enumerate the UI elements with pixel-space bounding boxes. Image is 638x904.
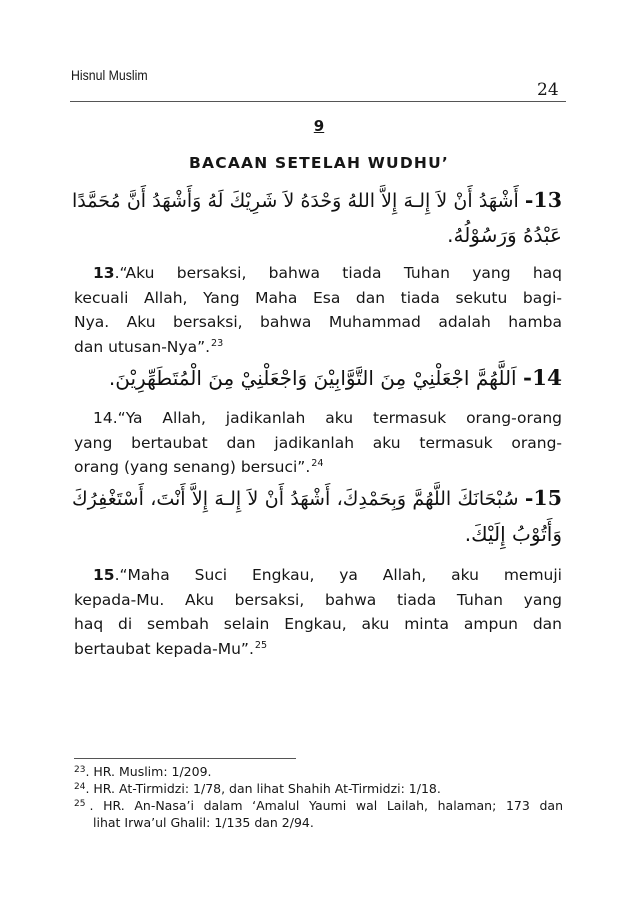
translation-15 (74, 563, 562, 661)
translation-line (74, 406, 562, 431)
arabic-text: سُبْحَانَكَ اللَّهُمَّ وَبِحَمْدِكَ، أَشْهَدُ أَنْ لاَ إِلـهَ إِلاَّ أَنْتَ، أَسْتَغْفِرُكَ (72, 488, 519, 510)
footnote-text: . HR. At-Tirmidzi: 1/78, dan lihat Shahih At-Tirmidzi: 1/18. (85, 781, 441, 796)
arabic-line-13-1 (72, 183, 562, 218)
footnote-number: 24 (74, 781, 86, 792)
translation-line: haq di sembah selain Engkau, aku minta ampun dan (74, 615, 562, 633)
running-title: Hisnul Muslim (71, 67, 148, 83)
translation-line: Nya. Aku bersaksi, bahwa Muhammad adalah hamba (74, 313, 562, 331)
translation-line (74, 455, 562, 480)
footnote-23 (74, 763, 563, 780)
translation-number: 13 (93, 264, 115, 282)
translation-13 (74, 261, 562, 359)
arabic-line-14-1 (72, 361, 562, 396)
translation-text: bertaubat kepada-Mu”. (74, 639, 254, 658)
translation-line: kepada-Mu. Aku bersaksi, bahwa tiada Tuhan yang (74, 590, 562, 609)
footnote-text: . HR. An-Nasa’i dalam ‘Amalul Yaumi wal Lailah, halaman; 173 dan (89, 798, 563, 813)
arabic-line-15-1 (72, 481, 562, 516)
arabic-line-15-2 (72, 517, 562, 551)
translation-text: orang (yang senang) bersuci”. (74, 458, 311, 476)
footnote-text: . HR. Muslim: 1/209. (85, 764, 212, 779)
header-rule (70, 101, 566, 102)
translation-line (74, 637, 562, 662)
dua-number-15: -15 (524, 486, 562, 510)
footnote-number: 25 (74, 798, 86, 809)
page-number: 24 (537, 80, 559, 100)
chapter-title: BACAAN SETELAH WUDHU’ (189, 154, 449, 172)
chapter-number: 9 (313, 117, 325, 135)
arabic-text: عَبْدُهُ وَرَسُوْلُهُ. (447, 223, 562, 247)
translation-line (74, 563, 562, 588)
footnote-reference[interactable]: 25 (254, 639, 268, 651)
footnote-rule (74, 758, 296, 759)
translation-text: .“Aku bersaksi, bahwa tiada Tuhan yang haq (114, 264, 562, 282)
translation-14 (74, 406, 562, 480)
footnote-reference[interactable]: 23 (211, 337, 224, 349)
footnote-25-continued: lihat Irwa’ul Ghalil: 1/135 dan 2/94. (93, 815, 314, 830)
arabic-line-13-2 (72, 218, 562, 252)
footnote-25 (74, 797, 563, 814)
footnote-reference[interactable]: 24 (311, 458, 324, 470)
translation-text: dan utusan-Nya”. (74, 337, 211, 356)
translation-text: .“Ya Allah, jadikanlah aku termasuk orang-orang (112, 409, 562, 427)
translation-line (74, 261, 562, 286)
arabic-text: أَشْهَدُ أَنْ لاَ إِلـهَ إِلاَّ اللهُ وَحْدَهُ لاَ شَرِيْكَ لَهُ وَأَشْهَدُ أَنَّ مُحَمَّدًا (72, 190, 519, 212)
translation-text: .“Maha Suci Engkau, ya Allah, aku memuji (114, 566, 562, 584)
arabic-text: وَأَتُوْبُ إِلَيْكَ. (464, 522, 562, 546)
footnotes (74, 763, 563, 831)
translation-number: 15 (93, 566, 115, 584)
footnote-24 (74, 780, 563, 797)
dua-number-14: -14 (522, 366, 562, 391)
translation-line (74, 335, 562, 360)
translation-line: yang bertaubat dan jadikanlah aku termasuk orang- (74, 433, 562, 452)
translation-number: 14 (93, 409, 113, 427)
dua-number-13: -13 (524, 188, 562, 212)
footnote-number: 23 (74, 764, 86, 775)
translation-line: kecuali Allah, Yang Maha Esa dan tiada sekutu bagi- (74, 288, 562, 307)
arabic-text: اَللَّهُمَّ اجْعَلْنِيْ مِنَ التَّوَّابِيْنَ وَاجْعَلْنِيْ مِنَ الْمُتَطَهِّرِيْنَ. (108, 366, 517, 390)
